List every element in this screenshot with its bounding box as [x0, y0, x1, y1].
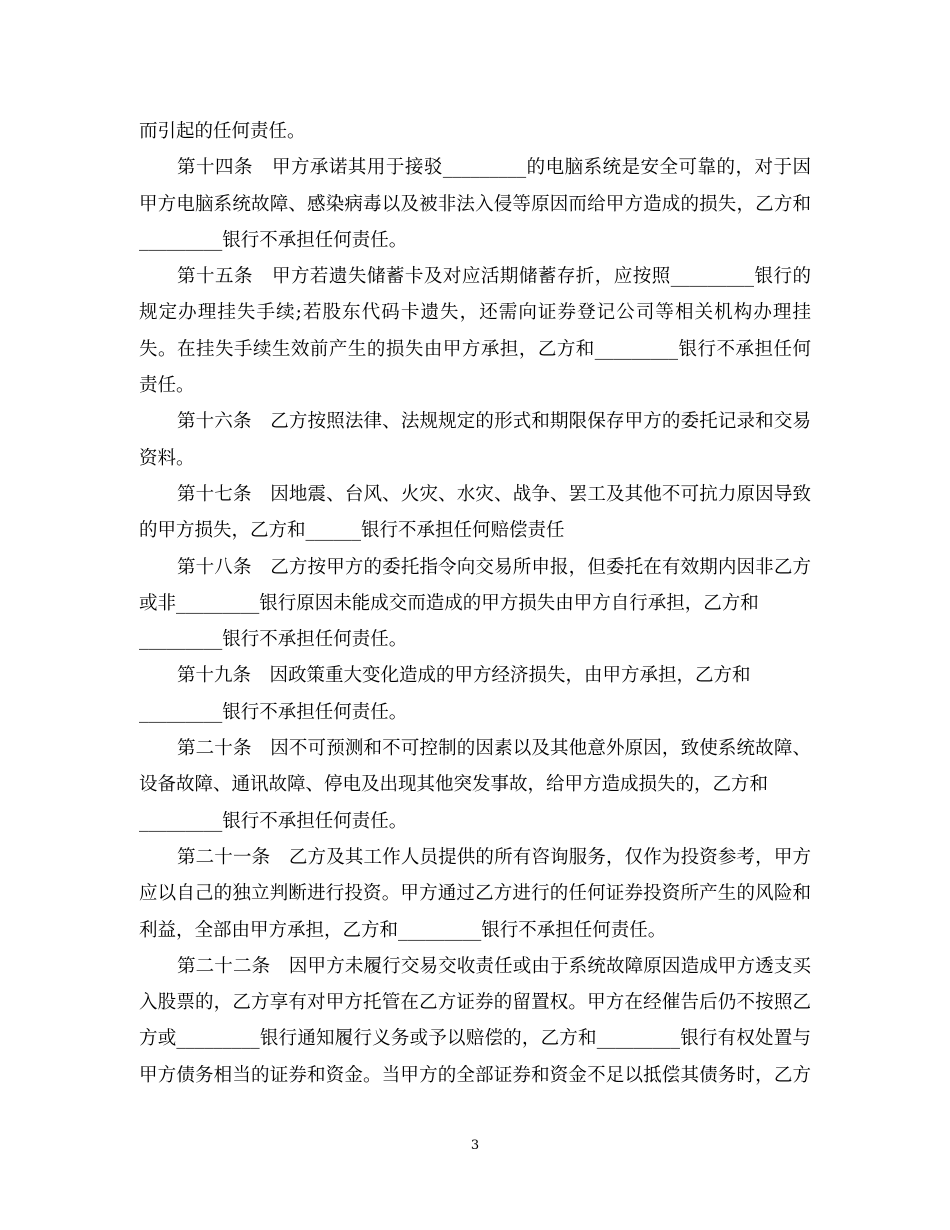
page-number: 3 [470, 1138, 480, 1153]
text-line: 而引起的任何责任。 [139, 121, 306, 142]
text-line: 第十八条 乙方按甲方的委托指令向交易所申报，但委托在有效期内因非乙方 [177, 556, 811, 578]
text-line: 设备故障、通讯故障、停电及出现其他突发事故，给甲方造成损失的，乙方和 [139, 774, 769, 796]
text-line: 利益，全部由甲方承担，乙方和_________银行不承担任何责任。 [139, 919, 667, 941]
text-line: 入股票的，乙方享有对甲方托管在乙方证券的留置权。甲方在经催告后仍不按照乙 [139, 992, 811, 1014]
text-line: _________银行不承担任何责任。 [139, 701, 408, 723]
text-line: 甲方电脑系统故障、感染病毒以及被非法入侵等原因而给甲方造成的损失，乙方和 [139, 193, 811, 215]
text-line: 第二十一条 乙方及其工作人员提供的所有咨询服务，仅作为投资参考，甲方 [177, 846, 811, 868]
text-line: _________银行不承担任何责任。 [139, 629, 408, 651]
text-line: 应以自己的独立判断进行投资。甲方通过乙方进行的任何证券投资所产生的风险和 [139, 883, 811, 905]
text-line: 第二十二条 因甲方未履行交易交收责任或由于系统故障原因造成甲方透支买 [177, 955, 811, 977]
text-line: 资料。 [139, 447, 195, 469]
text-line: 第十六条 乙方按照法律、法规规定的形式和期限保存甲方的委托记录和交易 [177, 411, 811, 433]
text-line: 第十四条 甲方承诺其用于接驳_________的电脑系统是安全可靠的，对于因 [177, 157, 811, 179]
text-line: 责任。 [139, 375, 195, 397]
text-line: 第二十条 因不可预测和不可控制的因素以及其他意外原因，致使系统故障、 [177, 738, 811, 760]
text-line: _________银行不承担任何责任。 [139, 810, 408, 832]
text-line: _________银行不承担任何责任。 [139, 229, 408, 251]
text-line: 第十九条 因政策重大变化造成的甲方经济损失，由甲方承担，乙方和 [177, 665, 751, 687]
text-line: 甲方债务相当的证券和资金。当甲方的全部证券和资金不足以抵偿其债务时，乙方 [139, 1064, 811, 1086]
document-body [139, 114, 811, 1094]
text-line: 方或_________银行通知履行义务或予以赔偿的，乙方和_________银行有权处置与 [139, 1028, 811, 1050]
text-line: 失。在挂失手续生效前产生的损失由甲方承担，乙方和_________银行不承担任何 [139, 338, 811, 360]
text-line: 规定办理挂失手续;若股东代码卡遗失，还需向证券登记公司等相关机构办理挂 [139, 302, 811, 324]
text-line: 第十五条 甲方若遗失储蓄卡及对应活期储蓄存折，应按照_________银行的 [177, 266, 811, 288]
text-line: 或非_________银行原因未能成交而造成的甲方损失由甲方自行承担，乙方和 [139, 592, 759, 614]
text-line: 第十七条 因地震、台风、火灾、水灾、战争、罢工及其他不可抗力原因导致 [177, 483, 811, 505]
text-line: 的甲方损失，乙方和______银行不承担任何赔偿责任 [139, 520, 565, 542]
